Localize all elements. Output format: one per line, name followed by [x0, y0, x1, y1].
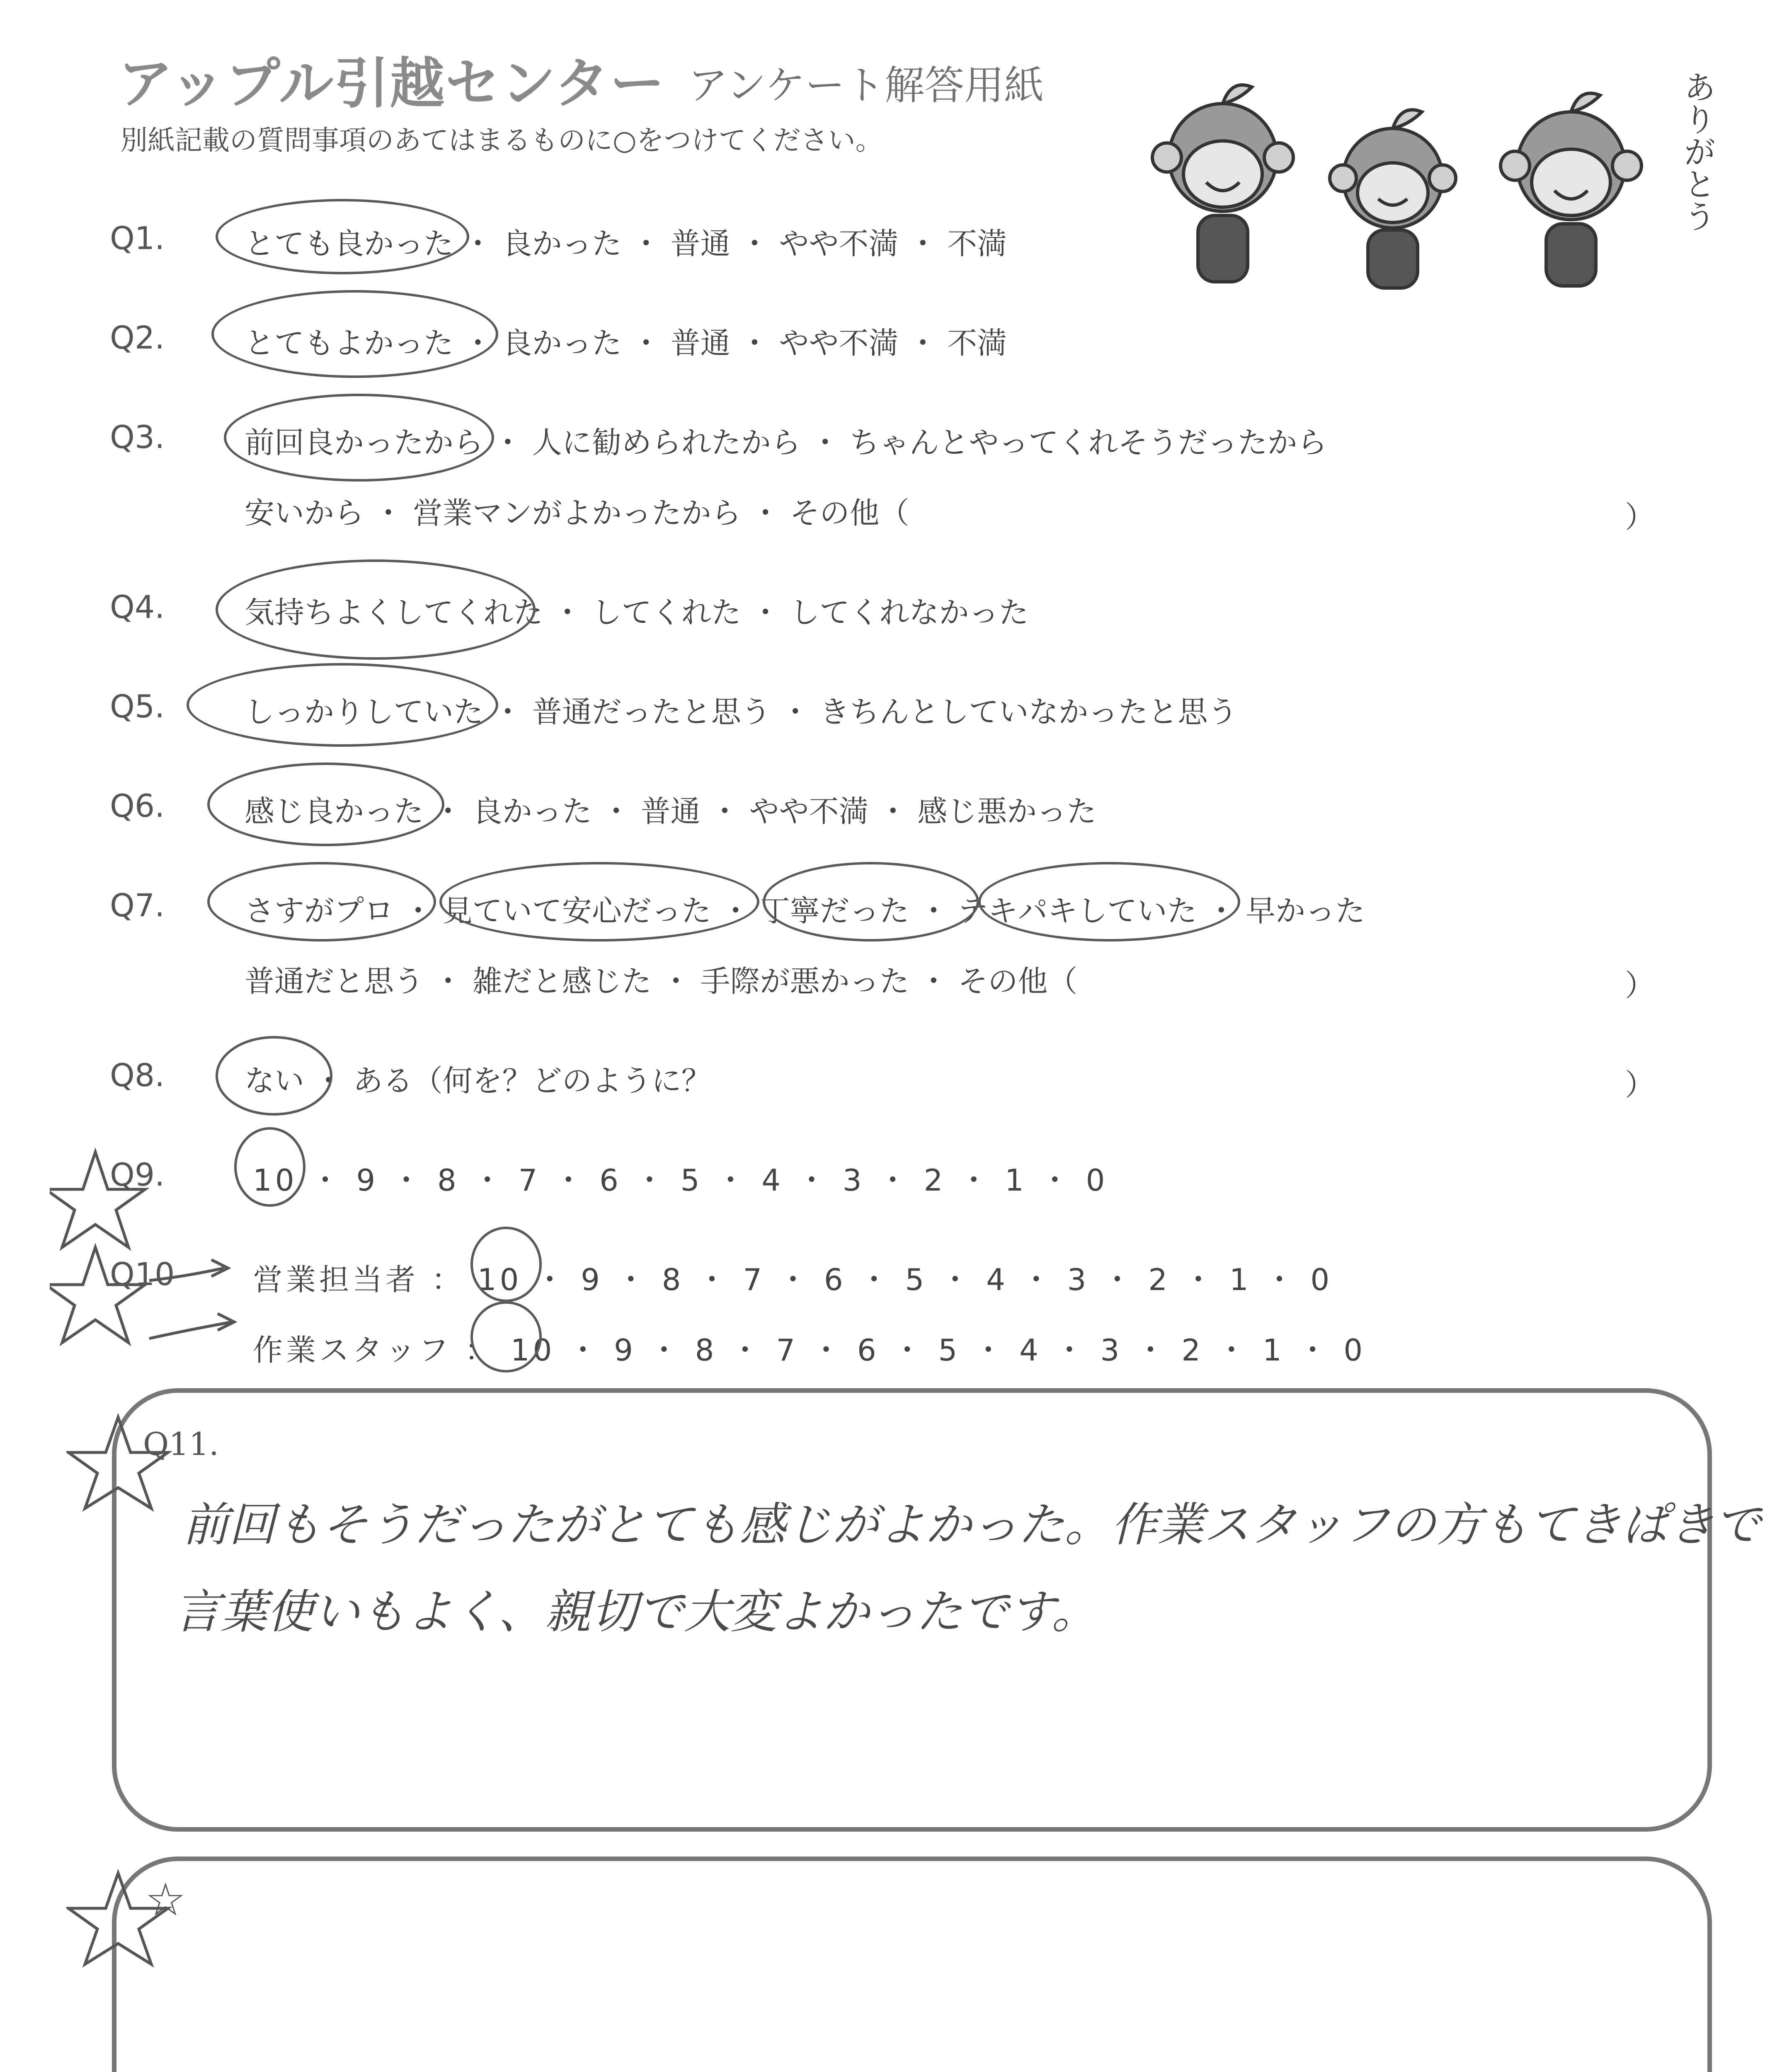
q10-options-sales: 営業担当者 ： 10 ・ 9 ・ 8 ・ 7 ・ 6 ・ 5 ・ 4 ・ 3 ・ 2 ・ 1 ・ 0	[253, 1262, 1333, 1297]
q11-label: Q11.	[143, 1426, 219, 1462]
q5-answer-circle	[187, 663, 498, 747]
q11-handwriting-line-2: 言葉使いもよく、親切で大変よかったです。	[174, 1585, 1098, 1639]
q7-options-1: さすがプロ ・ 見ていて安心だった ・ 丁寧だった ・ テキパキしていた ・ 早かった	[245, 893, 1365, 928]
form-title: アップル引越センター	[118, 52, 666, 116]
q3-label: Q3.	[110, 419, 165, 455]
q8-answer-circle	[216, 1036, 332, 1116]
q1-options: とても良かった ・ 良かった ・ 普通 ・ やや不満 ・ 不満	[245, 226, 1007, 261]
handdrawn-star-marks	[50, 1144, 282, 1359]
q6-label: Q6.	[110, 787, 165, 824]
q2-answer-circle	[211, 290, 498, 378]
q6-answer-circle	[207, 762, 444, 846]
q6-options: 感じ良かった ・ 良かった ・ 普通 ・ やや不満 ・ 感じ悪かった	[245, 794, 1097, 829]
q11-handwriting-line-1: 前回もそうだったがとても感じがよかった。作業スタッフの方もてきぱきで	[182, 1498, 1761, 1552]
q7-answer-circle-2	[439, 862, 759, 942]
q2-options: とてもよかった ・ 良かった ・ 普通 ・ やや不満 ・ 不満	[245, 326, 1007, 361]
q8-options: ない ・ ある（何を？どのように？	[245, 1063, 711, 1098]
q1-answer-circle	[216, 199, 469, 274]
q2-label: Q2.	[110, 319, 165, 356]
free-comment-star-label: ☆	[145, 1873, 186, 1926]
q7-options-2: 普通だと思う ・ 雑だと感じた ・ 手際が悪かった ・ その他（	[245, 964, 1078, 999]
q5-options: しっかりしていた ・ 普通だったと思う ・ きちんとしていなかったと思う	[245, 695, 1238, 729]
q8-close-paren: ）	[1625, 1067, 1655, 1102]
mascot-thanks-text: ありがとう	[1678, 70, 1716, 232]
q8-label: Q8.	[110, 1057, 165, 1094]
q3-options-2: 安いから ・ 営業マンがよかったから ・ その他（	[245, 496, 909, 530]
q3-answer-circle	[224, 394, 494, 482]
q3-options-1: 前回良かったから ・ 人に勧められたから ・ ちゃんとやってくれそうだったから	[245, 425, 1327, 460]
instruction-text: 別紙記載の質問事項のあてはまるものに○をつけてください。	[120, 124, 883, 156]
q7-label: Q7.	[110, 887, 165, 924]
form-subtitle: アンケート解答用紙	[688, 62, 1044, 109]
q11-star-icon	[66, 1413, 174, 1513]
q7-answer-circle-4	[978, 862, 1240, 942]
q10-sales-answer-circle	[470, 1227, 542, 1302]
mascot-illustration	[1127, 62, 1708, 294]
q5-label: Q5.	[110, 688, 165, 725]
q4-label: Q4.	[110, 588, 165, 625]
q3-close-paren: ）	[1625, 500, 1655, 535]
q4-options: 気持ちよくしてくれた ・ してくれた ・ してくれなかった	[245, 595, 1029, 630]
q7-answer-circle-3	[763, 862, 979, 942]
q10-label: Q10	[110, 1256, 175, 1293]
q9-label: Q9.	[110, 1156, 165, 1193]
q1-label: Q1.	[110, 220, 165, 257]
q10-staff-answer-circle	[470, 1301, 542, 1372]
free-comment-box	[112, 1857, 1712, 2072]
q9-options: 10 ・ 9 ・ 8 ・ 7 ・ 6 ・ 5 ・ 4 ・ 3 ・ 2 ・ 1 ・ 0	[253, 1163, 1108, 1198]
q7-close-paren: ）	[1625, 968, 1655, 1003]
q10-options-staff: 作業スタッフ ： 10 ・ 9 ・ 8 ・ 7 ・ 6 ・ 5 ・ 4 ・ 3 ・ 2 ・ 1 ・ 0	[253, 1333, 1366, 1368]
q4-answer-circle	[216, 559, 536, 660]
q7-answer-circle-1	[207, 862, 436, 942]
